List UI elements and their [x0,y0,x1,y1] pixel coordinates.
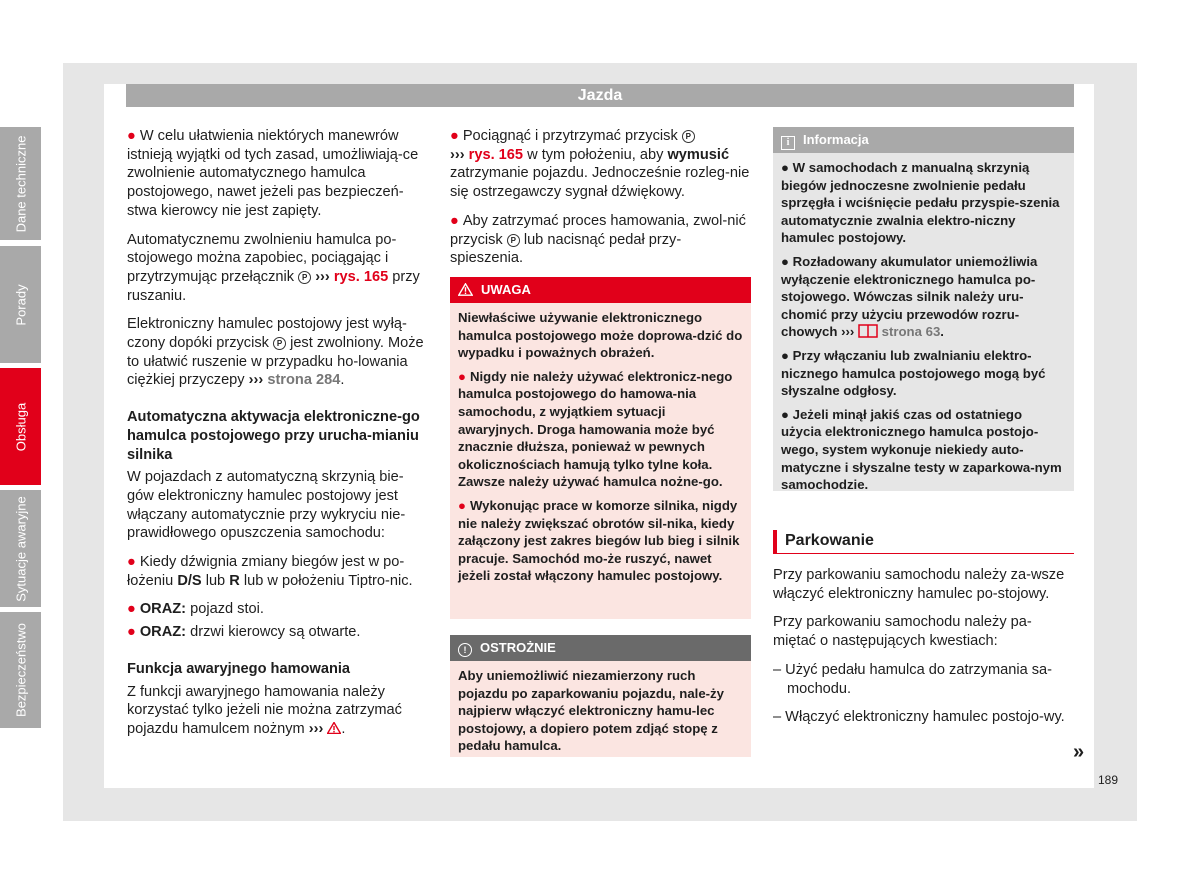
caution-box [450,635,751,757]
paragraph: ● W celu ułatwienia niektórych manewrów istnieją wyjątki od tych zasad, umożliwiają-ce zwolnienie automatycznego hamulca postojowego, nawet jeżeli pas bezpieczeń-stwa kierowcy nie jest zapięty. [127,128,419,219]
warning-triangle-icon [327,722,341,734]
list-item: ● Kiedy dźwignia zmiany biegów jest w po-łożeniu D/S lub R lub w położeniu Tiptro-nic. [127,554,413,589]
info-box [773,127,1074,491]
warning-triangle-icon [458,283,473,296]
tab-porady[interactable]: Porady [0,246,41,363]
list-item: ● Nigdy nie należy używać elektronicz-nego hamulca postojowego do hamowa-nia samochodu, z wyjątkiem sytuacji awaryjnych. Droga hamowania może być znacznie dłuższa, ponieważ w pewnych okolicznościach hamują tylko tylne koła. Zawsze należy używać hamulca nożne-go. [458,368,733,490]
column-3-text [773,566,1074,737]
arrows-icon: ››› [315,268,330,285]
tab-bezpieczenstwo[interactable]: Bezpieczeństwo [0,612,41,728]
paragraph: Z funkcji awaryjnego hamowania należy korzystać tylko jeżeli nie można zatrzymać pojazdu hamulcem nożnym ››› . [127,683,402,737]
bullet-icon: ● [781,347,789,363]
exclamation-circle-icon: ! [458,643,472,657]
arrows-icon: ››› [248,372,264,389]
paragraph: Automatycznemu zwolnieniu hamulca po-stojowego można zapobiec, pociągając i przytrzymując przełącznik P ››› rys. 165 przy ruszaniu. [127,231,420,304]
page-link[interactable]: strona 63 [881,324,941,340]
bullet-icon: ● [450,212,459,229]
warning-box-body: Niewłaściwe używanie elektronicznego hamulca postojowego może doprowa-dzić do wypadku i poważnych obrażeń. ● Nigdy nie należy używać elektronicz-nego hamulca postojowego do hamowa-nia samochodu, z wyjątkiem sytuacji awaryjnych. Droga hamowania może być znacznie dłuższa, ponieważ w pewnych okolicznościach hamują tylko tylne koła. Zawsze należy używać hamulca nożne-go. ● Wykonując prace w komorze silnika, nigdy nie należy zwiększać obrotów sil-nika, kiedy załączony jest zakres biegów lub bieg i silnik pracuje. Samochód mo-że ruszyć, nawet jeżeli został włączony hamulec postojowy. [458,310,743,584]
caution-box-header: ! OSTROŻNIE [450,635,751,661]
subheading: Funkcja awaryjnego hamowania [127,660,351,677]
list-item: ● ORAZ: drzwi kierowcy są otwarte. [127,624,361,641]
manual-book-icon [858,324,878,338]
bullet-icon: ● [458,368,466,384]
page-header: Jazda [126,84,1074,107]
figure-link[interactable]: rys. 165 [333,268,389,285]
page-link[interactable]: strona 284 [267,372,341,389]
list-item: – Użyć pedału hamulca do zatrzymania sa-mochodu. [773,661,1053,697]
tab-dane-techniczne[interactable]: Dane techniczne [0,127,41,240]
list-item: ● Jeżeli minął jakiś czas od ostatniego użycia elektronicznego hamulca postojo-wego, system wykonuje niekiedy auto-matyczne i słyszalne testy w zaparkowa-nym samochodzie. [781,406,1062,493]
paragraph: W pojazdach z automatyczną skrzynią bie-gów elektroniczny hamulec postojowy jest włączany automatycznie przy wykryciu nie-prawidłowego opuszczenia samochodu: [127,469,406,542]
info-icon: i [781,136,795,150]
bullet-icon: ● [127,128,136,144]
paragraph: Przy parkowaniu samochodu należy pa-miętać o następujących kwestiach: [773,614,1032,650]
bullet-icon: ● [781,160,789,175]
parking-button-icon: P [273,337,286,350]
continue-arrow-icon: » [1073,741,1085,763]
tab-obsluga[interactable]: Obsługa [0,368,41,485]
page-number: 189 [1098,773,1119,787]
bullet-icon: ● [781,253,789,269]
warning-box [450,277,751,619]
warning-box-header: UWAGA [450,277,751,303]
list-item: ● Przy włączaniu lub zwalnianiu elektro-nicznego hamulca postojowego mogą być słyszalne odgłosy. [781,347,1046,399]
info-box-header: i Informacja [773,127,1074,153]
arrows-icon: ››› [841,324,855,340]
arrows-icon: ››› [450,146,465,163]
section-heading: Parkowanie [773,530,1074,554]
list-item: ● Wykonując prace w komorze silnika, nigdy nie należy zwiększać obrotów sil-nika, kiedy załączony jest zakres biegów lub bieg i silnik pracuje. Samochód mo-że ruszyć, nawet jeżeli został włączony hamulec postojowy. [458,497,740,584]
arrows-icon: ››› [308,720,324,737]
paragraph: Elektroniczny hamulec postojowy jest wyłą-czony dopóki przycisk P jest zwolniony. Może to ułatwić ruszenie w przypadku ho-lowania ciężkiej przyczepy ››› strona 284. [127,316,424,389]
list-item: ● Aby zatrzymać proces hamowania, zwol-nić przycisk P lub nacisnąć pedał przy-spieszenia. [450,212,746,267]
info-box-body [773,153,1074,494]
list-item: – Włączyć elektroniczny hamulec postojo-wy. [773,709,1065,726]
figure-link[interactable]: rys. 165 [468,146,524,163]
column-2 [450,127,751,278]
bullet-icon: ● [127,601,136,618]
subheading: Automatyczna aktywacja elektroniczne-go hamulca postojowego przy urucha-mianiu silnika [127,409,420,463]
parking-button-icon: P [298,271,311,284]
list-item: ● ORAZ: pojazd stoi. [127,601,264,618]
parking-button-icon: P [682,130,695,143]
list-item: ● W samochodach z manualną skrzynią biegów jednoczesne zwolnienie pedału sprzęgła i wciśnięcie pedału przyspie-szenia automatycznie zwalnia elektro-niczny hamulec postojowy. [781,160,1060,246]
tab-sytuacje-awaryjne[interactable]: Sytuacje awaryjne [0,490,41,607]
caution-box-body: Aby uniemożliwić niezamierzony ruch pojazdu po zaparkowaniu pojazdu, nale-ży najpierw włączyć elektroniczny hamu-lec postojowy, a dopiero potem zdjąć stopę z pedału hamulca. [458,668,724,754]
column-1 [127,127,427,749]
list-item: ● Pociągnąć i przytrzymać przycisk P ››› rys. 165 w tym położeniu, aby wymusić zatrzymanie pojazdu. Jednocześnie rozleg-nie się ostrzegawczy sygnał dźwiękowy. [450,128,750,201]
list-item: ● Rozładowany akumulator uniemożliwia wyłączenie elektronicznego hamulca po-stojowego. Wówczas silnik należy uru-chomić przy użyciu przewodów rozru-chowych ››› strona 63. [781,253,1038,340]
parking-button-icon: P [507,234,520,247]
paragraph: Przy parkowaniu samochodu należy za-wsze włączyć elektroniczny hamulec po-stojowy. [773,567,1065,602]
bullet-icon: ● [127,624,136,641]
bullet-icon: ● [458,497,466,513]
bullet-icon: ● [781,406,789,422]
bullet-icon: ● [450,128,459,144]
bullet-icon: ● [127,554,136,571]
